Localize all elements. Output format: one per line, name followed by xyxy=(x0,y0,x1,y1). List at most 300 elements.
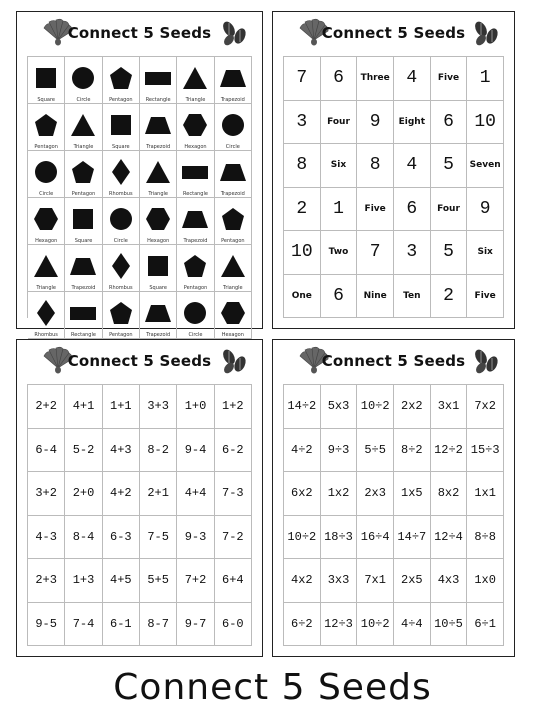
grid-cell[interactable] xyxy=(177,198,214,245)
grid-cell[interactable] xyxy=(103,104,140,151)
grid-cell[interactable] xyxy=(284,385,321,429)
cell-value: 6 xyxy=(333,68,344,89)
cell-value: 7x1 xyxy=(364,573,386,588)
shape-label: Triangle xyxy=(36,285,56,291)
cell-value: 6÷1 xyxy=(474,616,496,631)
grid-cell[interactable] xyxy=(177,559,214,603)
grid-cell[interactable] xyxy=(140,603,177,647)
grid-cell[interactable] xyxy=(215,151,252,198)
grid-cell[interactable] xyxy=(467,472,504,516)
grid-cell[interactable] xyxy=(177,245,214,292)
grid-cell[interactable] xyxy=(103,245,140,292)
cell-value: 9 xyxy=(479,198,491,219)
shape-label: Circle xyxy=(225,144,240,150)
square-shape-icon xyxy=(145,253,171,279)
grid-cell[interactable] xyxy=(431,516,468,560)
grid-cell[interactable] xyxy=(431,472,468,516)
grid-cell[interactable] xyxy=(394,57,431,101)
cell-value: 8-4 xyxy=(72,529,95,544)
grid-cell[interactable] xyxy=(28,151,65,198)
expression-grid xyxy=(283,384,504,646)
shapes-card xyxy=(16,11,263,338)
shape-label: Triangle xyxy=(185,97,206,103)
cell-value: 9 xyxy=(369,111,381,132)
grid-cell[interactable] xyxy=(65,472,102,516)
grid-cell[interactable] xyxy=(394,275,431,319)
grid-cell[interactable] xyxy=(103,559,140,603)
square-shape-icon xyxy=(108,112,134,138)
grid-cell[interactable] xyxy=(140,245,177,292)
grid-cell[interactable] xyxy=(65,559,102,603)
grid-cell[interactable] xyxy=(357,472,394,516)
cell-value: 15÷3 xyxy=(470,442,500,457)
grid-cell[interactable] xyxy=(140,429,177,473)
grid-cell[interactable] xyxy=(467,429,504,473)
cell-value: 7+2 xyxy=(184,573,207,588)
grid-cell[interactable] xyxy=(177,292,214,339)
grid-cell[interactable] xyxy=(467,385,504,429)
shape-label: Hexagon xyxy=(184,144,207,150)
grid-cell[interactable] xyxy=(215,385,252,429)
cell-value: Six xyxy=(330,160,347,171)
cell-value: 5-2 xyxy=(72,442,95,457)
grid-cell[interactable] xyxy=(321,275,358,319)
grid-cell[interactable] xyxy=(140,104,177,151)
shape-label: Pentagon xyxy=(34,144,58,150)
grid-cell[interactable] xyxy=(284,144,321,188)
cell-value: Four xyxy=(437,203,460,214)
cell-value: 5x3 xyxy=(327,399,350,414)
cell-value: Ten xyxy=(403,290,421,301)
grid-cell[interactable] xyxy=(284,231,321,275)
hexagon-shape-icon xyxy=(33,206,59,232)
grid-cell[interactable] xyxy=(28,603,65,647)
grid-cell[interactable] xyxy=(357,231,394,275)
grid-cell[interactable] xyxy=(140,516,177,560)
card-title: Connect 5 Seeds xyxy=(321,352,466,370)
grid-cell[interactable] xyxy=(103,429,140,473)
shape-label: Triangle xyxy=(148,191,168,197)
shape-label: Rectangle xyxy=(183,191,208,197)
cell-value: 6 xyxy=(333,285,344,306)
cell-value: 1x5 xyxy=(401,486,423,501)
grid-cell[interactable] xyxy=(28,292,65,339)
grid-cell[interactable] xyxy=(357,275,394,319)
shape-label: Pentagon xyxy=(109,97,133,103)
pentagon-shape-icon xyxy=(108,300,134,326)
cell-value: 3+2 xyxy=(35,486,57,501)
grid-cell[interactable] xyxy=(215,516,252,560)
triangle-shape-icon xyxy=(70,112,96,138)
grid-cell[interactable] xyxy=(394,516,431,560)
cell-value: 6-1 xyxy=(110,616,132,631)
shape-label: Square xyxy=(149,285,167,291)
shape-label: Rhombus xyxy=(109,285,133,291)
cell-value: 1+1 xyxy=(110,399,132,414)
trapezoid-shape-icon xyxy=(220,65,246,91)
cell-value: 8-7 xyxy=(147,616,169,631)
square-shape-icon xyxy=(70,206,96,232)
grid-cell[interactable] xyxy=(467,275,504,319)
grid-cell[interactable] xyxy=(357,385,394,429)
shape-label: Trapezoid xyxy=(220,97,245,103)
numbers-card xyxy=(272,11,515,329)
triangle-shape-icon xyxy=(33,253,59,279)
grid-cell[interactable] xyxy=(177,151,214,198)
grid-cell[interactable] xyxy=(140,472,177,516)
cell-value: 14÷2 xyxy=(287,399,317,414)
grid-cell[interactable] xyxy=(103,292,140,339)
shape-label: Circle xyxy=(188,332,203,338)
card-title: Connect 5 Seeds xyxy=(67,24,212,42)
grid-cell[interactable] xyxy=(28,57,65,104)
grid-cell[interactable] xyxy=(28,559,65,603)
grid-cell[interactable] xyxy=(467,57,504,101)
cell-value: 2x3 xyxy=(364,486,386,501)
cell-value: Two xyxy=(328,247,349,258)
pentagon-shape-icon xyxy=(70,159,96,185)
grid-cell[interactable] xyxy=(28,516,65,560)
shape-label: Rectangle xyxy=(145,97,171,103)
grid-cell[interactable] xyxy=(28,385,65,429)
grid-cell[interactable] xyxy=(357,101,394,145)
cell-value: 4÷4 xyxy=(401,616,423,631)
grid-cell[interactable] xyxy=(215,559,252,603)
cell-value: 4+3 xyxy=(110,442,132,457)
cell-value: 8 xyxy=(296,155,308,176)
grid-cell[interactable] xyxy=(28,472,65,516)
grid-cell[interactable] xyxy=(321,472,358,516)
grid-cell[interactable] xyxy=(177,385,214,429)
grid-cell[interactable] xyxy=(431,101,468,145)
grid-cell[interactable] xyxy=(215,429,252,473)
cell-value: Four xyxy=(327,116,350,127)
grid-cell[interactable] xyxy=(467,231,504,275)
grid-cell[interactable] xyxy=(103,516,140,560)
grid-cell[interactable] xyxy=(394,603,431,647)
cell-value: 8-2 xyxy=(147,442,169,457)
trapezoid-shape-icon xyxy=(70,253,96,279)
grid-cell[interactable] xyxy=(103,57,140,104)
grid-cell[interactable] xyxy=(284,559,321,603)
grid-cell[interactable] xyxy=(103,603,140,647)
shape-label: Triangle xyxy=(73,144,94,150)
grid-cell[interactable] xyxy=(65,603,102,647)
grid-cell[interactable] xyxy=(140,559,177,603)
grid-cell[interactable] xyxy=(467,603,504,647)
cell-value: 9-4 xyxy=(184,442,207,457)
cell-value: 6-4 xyxy=(35,442,57,457)
grid-cell[interactable] xyxy=(431,144,468,188)
grid-cell[interactable] xyxy=(394,385,431,429)
grid-cell[interactable] xyxy=(284,188,321,232)
card-header xyxy=(17,12,262,54)
cell-value: 4+5 xyxy=(110,573,132,588)
cell-value: 8÷2 xyxy=(401,442,423,457)
grid-cell[interactable] xyxy=(215,472,252,516)
trapezoid-shape-icon xyxy=(220,159,246,185)
grid-cell[interactable] xyxy=(28,245,65,292)
grid-cell[interactable] xyxy=(357,603,394,647)
cell-value: 6x2 xyxy=(291,486,313,501)
grid-cell[interactable] xyxy=(321,101,358,145)
shape-label: Trapezoid xyxy=(146,144,171,150)
grid-cell[interactable] xyxy=(284,472,321,516)
cell-value: 9-7 xyxy=(184,616,207,631)
grid-cell[interactable] xyxy=(103,472,140,516)
grid-cell[interactable] xyxy=(65,151,102,198)
grid-cell[interactable] xyxy=(467,559,504,603)
grid-cell[interactable] xyxy=(215,245,252,292)
cell-value: 10÷2 xyxy=(360,399,390,414)
grid-cell[interactable] xyxy=(284,429,321,473)
cell-value: 5 xyxy=(443,155,454,176)
grid-cell[interactable] xyxy=(357,429,394,473)
cell-value: 6-3 xyxy=(110,529,132,544)
cell-value: 7x2 xyxy=(474,399,496,414)
add-sub-card xyxy=(16,339,263,657)
cell-value: 6÷2 xyxy=(291,616,313,631)
cell-value: 2+1 xyxy=(147,486,169,501)
shape-label: Pentagon xyxy=(183,285,208,291)
grid-cell[interactable] xyxy=(103,198,140,245)
grid-cell[interactable] xyxy=(431,603,468,647)
cell-value: 5 xyxy=(443,242,454,263)
rectangle-shape-icon xyxy=(145,65,171,91)
grid-cell[interactable] xyxy=(394,101,431,145)
grid-cell[interactable] xyxy=(215,57,252,104)
cell-value: 6+4 xyxy=(222,573,244,588)
cell-value: 3 xyxy=(406,242,418,263)
shape-label: Hexagon xyxy=(35,238,58,244)
pentagon-shape-icon xyxy=(33,112,59,138)
rectangle-shape-icon xyxy=(182,159,208,185)
grid-cell[interactable] xyxy=(357,144,394,188)
cell-value: 14÷7 xyxy=(397,529,427,544)
grid-cell[interactable] xyxy=(467,516,504,560)
shape-label: Trapezoid xyxy=(220,191,245,197)
grid-cell[interactable] xyxy=(431,559,468,603)
grid-cell[interactable] xyxy=(467,188,504,232)
cell-value: 2+3 xyxy=(35,573,57,588)
card-header xyxy=(17,340,262,382)
cell-value: Seven xyxy=(469,160,501,171)
cell-value: 10÷5 xyxy=(434,616,463,631)
cell-value: 12÷4 xyxy=(434,529,463,544)
grid-cell[interactable] xyxy=(431,188,468,232)
grid-cell[interactable] xyxy=(177,429,214,473)
cell-value: 1 xyxy=(333,198,344,219)
shape-label: Trapezoid xyxy=(146,332,171,338)
grid-cell[interactable] xyxy=(357,188,394,232)
cell-value: 4+4 xyxy=(184,486,207,501)
cell-value: 6-0 xyxy=(222,616,244,631)
grid-cell[interactable] xyxy=(215,603,252,647)
grid-cell[interactable] xyxy=(177,603,214,647)
grid-cell[interactable] xyxy=(321,57,358,101)
grid-cell[interactable] xyxy=(140,57,177,104)
expression-grid xyxy=(27,384,252,646)
grid-cell[interactable] xyxy=(284,275,321,319)
cell-value: 7 xyxy=(369,242,381,263)
cell-value: 9÷3 xyxy=(327,442,350,457)
grid-cell[interactable] xyxy=(284,101,321,145)
grid-cell[interactable] xyxy=(28,198,65,245)
grid-cell[interactable] xyxy=(177,57,214,104)
grid-cell[interactable] xyxy=(65,245,102,292)
shape-label: Rhombus xyxy=(109,191,133,197)
shape-label: Hexagon xyxy=(221,332,244,338)
cell-value: 1+0 xyxy=(184,399,207,414)
grid-cell[interactable] xyxy=(215,104,252,151)
hexagon-shape-icon xyxy=(182,112,208,138)
cell-value: Three xyxy=(360,73,390,84)
grid-cell[interactable] xyxy=(394,559,431,603)
cell-value: 1x2 xyxy=(327,486,350,501)
grid-cell[interactable] xyxy=(284,603,321,647)
cell-value: 4+1 xyxy=(72,399,95,414)
card-header xyxy=(273,340,514,382)
grid-cell[interactable] xyxy=(394,144,431,188)
cell-value: 3x1 xyxy=(437,399,460,414)
grid-cell[interactable] xyxy=(140,198,177,245)
grid-cell[interactable] xyxy=(431,231,468,275)
grid-cell[interactable] xyxy=(321,231,358,275)
grid-cell[interactable] xyxy=(394,231,431,275)
grid-cell[interactable] xyxy=(65,429,102,473)
grid-cell[interactable] xyxy=(394,472,431,516)
cell-value: Six xyxy=(477,247,493,258)
pentagon-shape-icon xyxy=(182,253,208,279)
triangle-shape-icon xyxy=(220,253,246,279)
grid-cell[interactable] xyxy=(177,516,214,560)
grid-cell[interactable] xyxy=(394,429,431,473)
shape-label: Hexagon xyxy=(147,238,170,244)
cell-value: Five xyxy=(437,73,460,84)
grid-cell[interactable] xyxy=(103,151,140,198)
grid-cell[interactable] xyxy=(284,57,321,101)
page-title: Connect 5 Seeds xyxy=(113,667,432,708)
grid-cell[interactable] xyxy=(284,516,321,560)
cell-value: 2 xyxy=(296,198,308,219)
grid-cell[interactable] xyxy=(65,198,102,245)
cell-value: 2 xyxy=(443,285,454,306)
shape-label: Triangle xyxy=(223,285,243,291)
cell-value: 3 xyxy=(296,111,308,132)
cell-value: 3x3 xyxy=(327,573,350,588)
cell-value: 1x1 xyxy=(474,486,496,501)
card-header xyxy=(273,12,514,54)
cell-value: 4+2 xyxy=(110,486,132,501)
grid-cell[interactable] xyxy=(321,385,358,429)
grid-cell[interactable] xyxy=(467,101,504,145)
grid-cell[interactable] xyxy=(103,385,140,429)
cell-value: One xyxy=(291,290,312,301)
cell-value: 2x2 xyxy=(401,399,423,414)
grid-cell[interactable] xyxy=(321,429,358,473)
cell-value: 10÷2 xyxy=(287,529,317,544)
hexagon-shape-icon xyxy=(220,300,246,326)
grid-cell[interactable] xyxy=(431,385,468,429)
grid-cell[interactable] xyxy=(140,292,177,339)
grid-cell[interactable] xyxy=(357,57,394,101)
rhombus-shape-icon xyxy=(108,253,134,279)
grid-cell[interactable] xyxy=(321,516,358,560)
cell-value: 5÷5 xyxy=(364,442,386,457)
grid-cell[interactable] xyxy=(431,57,468,101)
rectangle-shape-icon xyxy=(70,300,96,326)
grid-cell[interactable] xyxy=(28,104,65,151)
cell-value: 3+3 xyxy=(147,399,169,414)
cell-value: Eight xyxy=(398,116,426,127)
grid-cell[interactable] xyxy=(357,559,394,603)
cell-value: 4x3 xyxy=(437,573,460,588)
grid-cell[interactable] xyxy=(215,292,252,339)
grid-cell[interactable] xyxy=(215,198,252,245)
grid-cell[interactable] xyxy=(65,292,102,339)
grid-cell[interactable] xyxy=(65,57,102,104)
grid-cell[interactable] xyxy=(177,472,214,516)
cell-value: 7 xyxy=(296,68,308,89)
cell-value: 2x5 xyxy=(401,573,423,588)
rhombus-shape-icon xyxy=(33,300,59,326)
shape-label: Square xyxy=(74,238,93,244)
cell-value: Five xyxy=(364,203,386,214)
cell-value: 10 xyxy=(291,242,313,263)
grid-cell[interactable] xyxy=(65,104,102,151)
cell-value: 6-2 xyxy=(222,442,244,457)
grid-cell[interactable] xyxy=(394,188,431,232)
shape-label: Trapezoid xyxy=(183,238,208,244)
card-title: Connect 5 Seeds xyxy=(321,24,466,42)
pentagon-shape-icon xyxy=(220,206,246,232)
grid-cell[interactable] xyxy=(65,516,102,560)
trapezoid-shape-icon xyxy=(182,206,208,232)
cell-value: 10÷2 xyxy=(360,616,390,631)
grid-cell[interactable] xyxy=(357,516,394,560)
cell-value: 6 xyxy=(443,111,454,132)
shape-label: Square xyxy=(37,97,55,103)
grid-cell[interactable] xyxy=(140,385,177,429)
cell-value: 6 xyxy=(406,198,418,219)
cell-value: 1x0 xyxy=(474,573,496,588)
mul-div-card xyxy=(272,339,515,657)
triangle-shape-icon xyxy=(145,159,171,185)
seeds-icon xyxy=(472,20,500,46)
grid-cell[interactable] xyxy=(28,429,65,473)
shape-grid xyxy=(27,56,252,338)
grid-cell[interactable] xyxy=(140,151,177,198)
cell-value: 4 xyxy=(406,68,418,89)
grid-cell[interactable] xyxy=(431,429,468,473)
grid-cell[interactable] xyxy=(321,144,358,188)
grid-cell[interactable] xyxy=(321,188,358,232)
grid-cell[interactable] xyxy=(321,559,358,603)
grid-cell[interactable] xyxy=(431,275,468,319)
circle-shape-icon xyxy=(33,159,59,185)
grid-cell[interactable] xyxy=(177,104,214,151)
cell-value: 9-5 xyxy=(35,616,57,631)
card-title: Connect 5 Seeds xyxy=(67,352,212,370)
cell-value: 8 xyxy=(369,155,381,176)
grid-cell[interactable] xyxy=(65,385,102,429)
cell-value: 2+2 xyxy=(35,399,57,414)
rhombus-shape-icon xyxy=(108,159,134,185)
shape-label: Rhombus xyxy=(34,332,58,338)
shape-label: Pentagon xyxy=(71,191,96,197)
grid-cell[interactable] xyxy=(467,144,504,188)
grid-cell[interactable] xyxy=(321,603,358,647)
